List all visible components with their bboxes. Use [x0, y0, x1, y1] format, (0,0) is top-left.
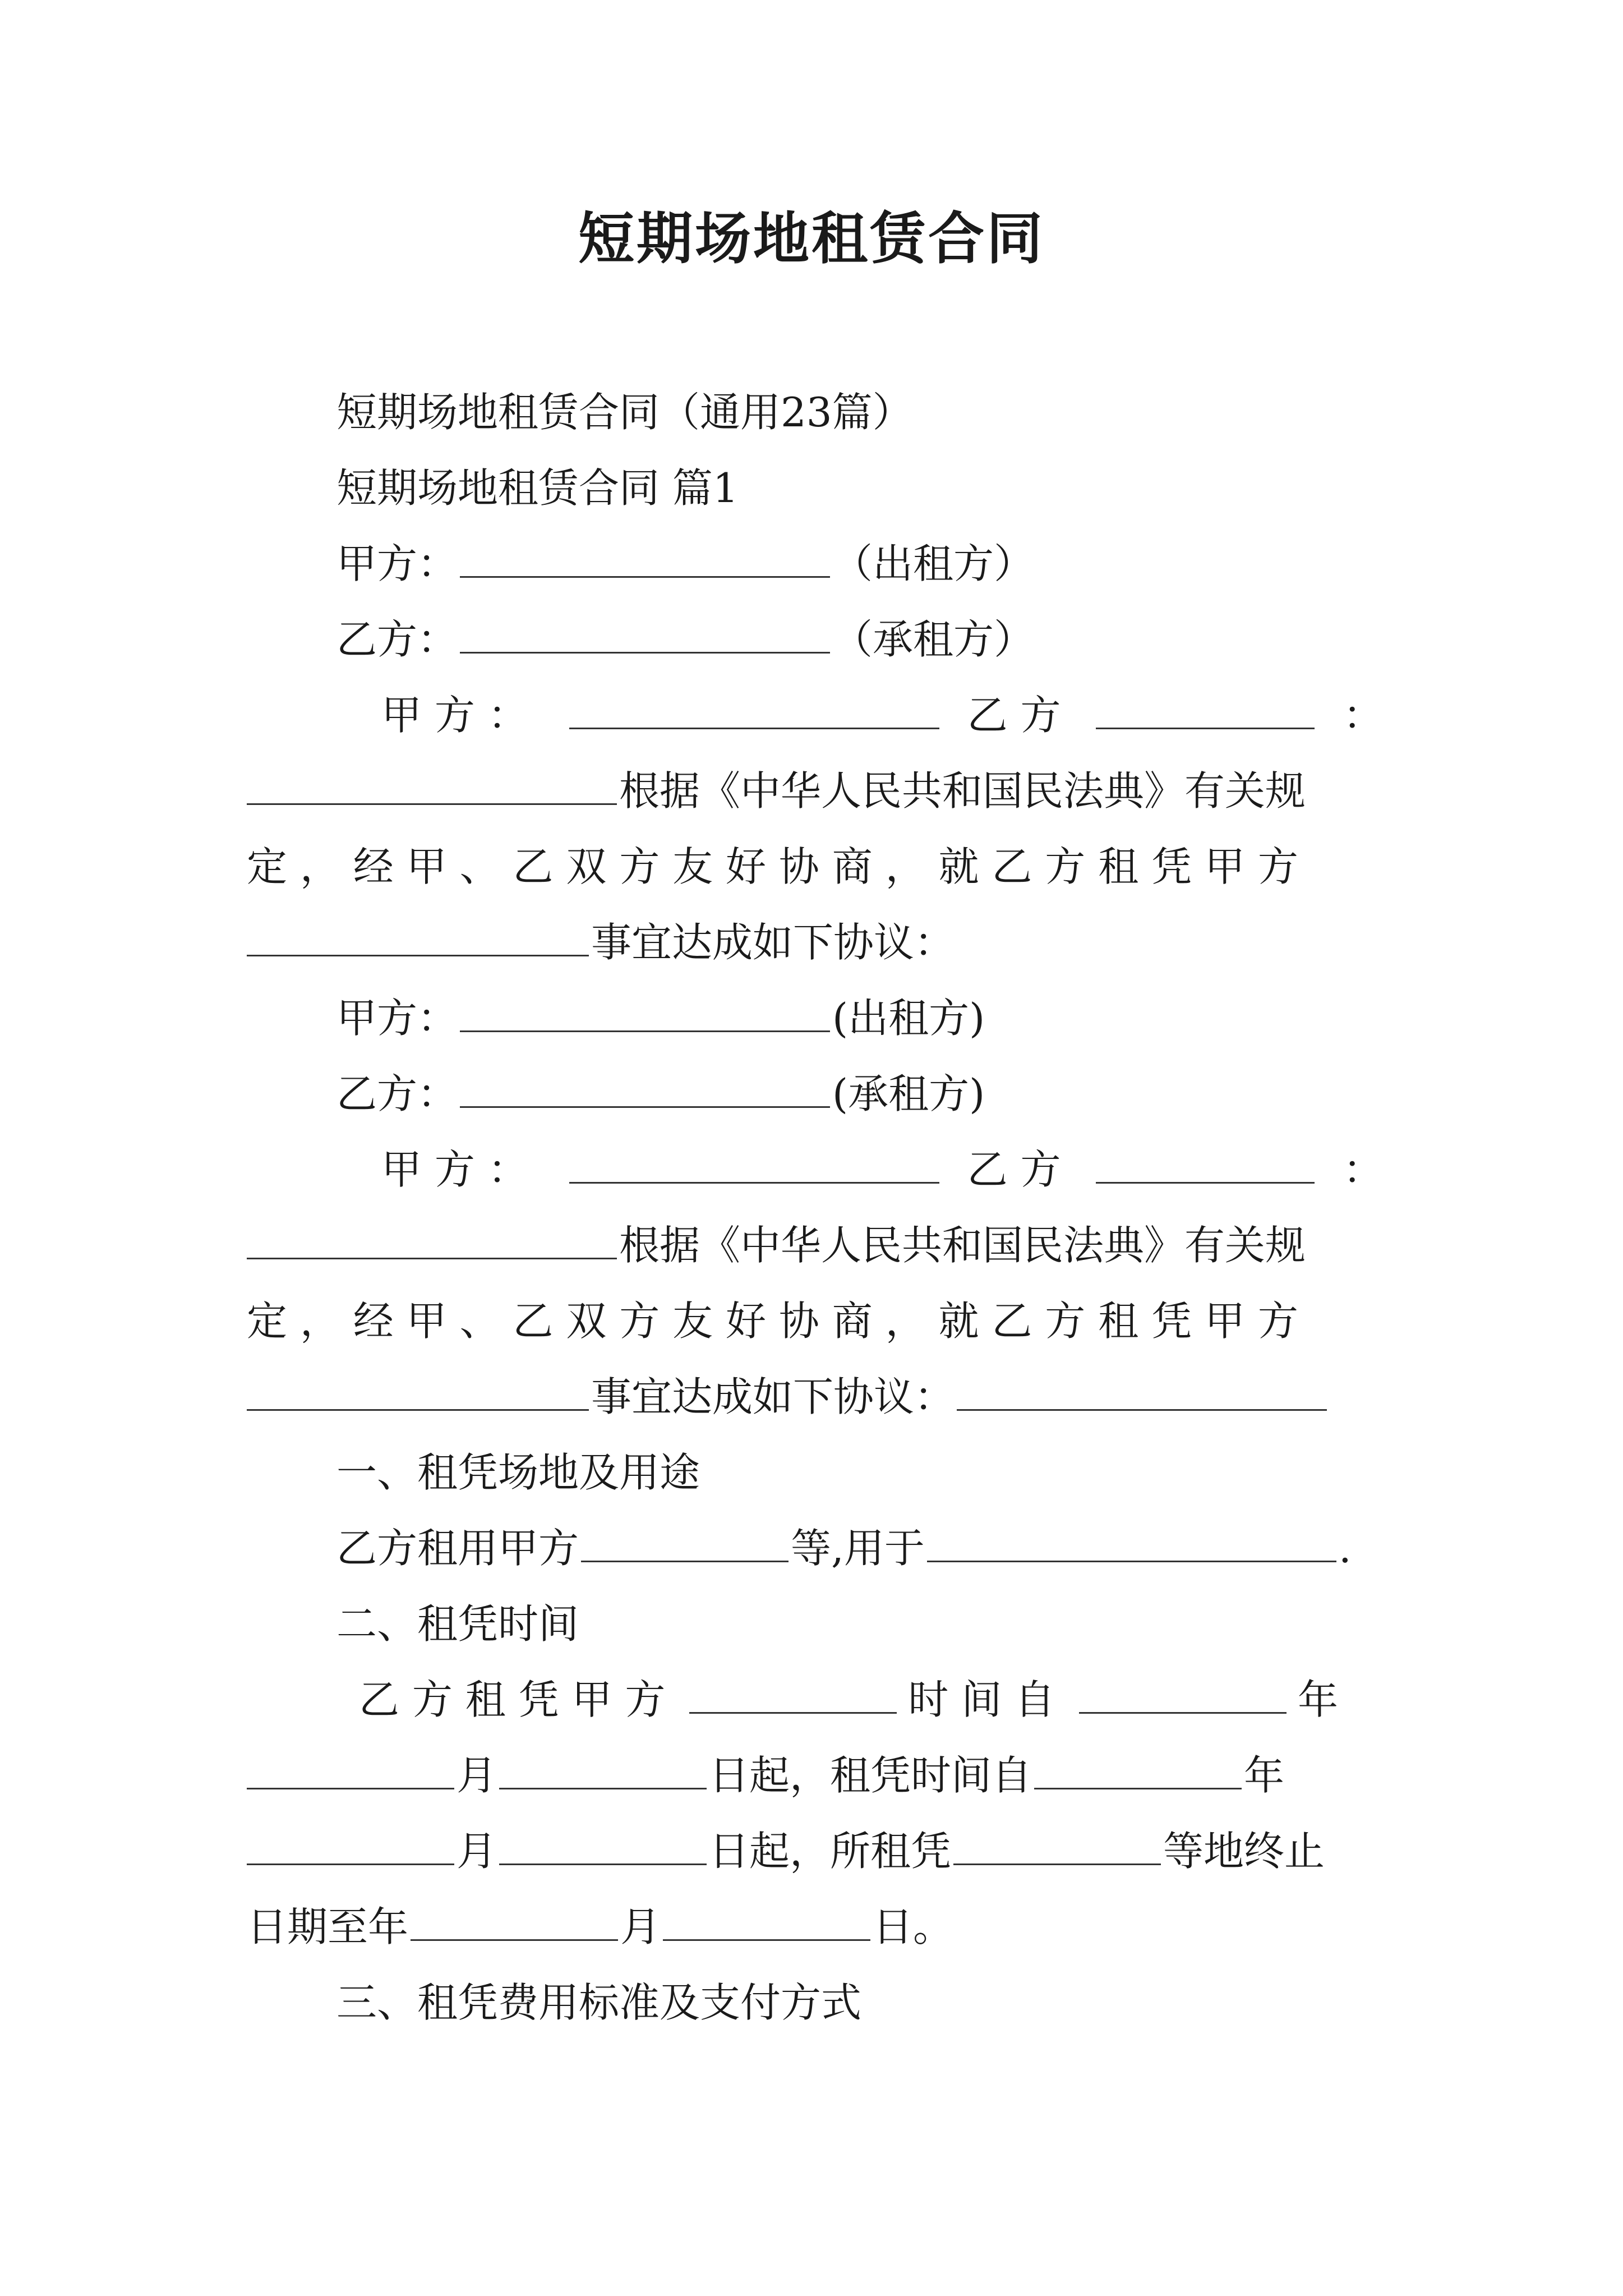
blank-field[interactable] [247, 1863, 454, 1865]
sec2-l2-c: 年 [1244, 1752, 1285, 1799]
sec2-l4-b: 月 [620, 1903, 661, 1950]
intro-line [381, 1139, 1383, 1200]
section-1-text [336, 1517, 1352, 1579]
blank-field[interactable] [499, 1863, 707, 1865]
blank-field[interactable] [1096, 727, 1315, 729]
agreement-text: 事宜达成如下协议： [591, 1373, 955, 1420]
section-2-line-2 [247, 1745, 1284, 1806]
blank-field[interactable] [1034, 1787, 1242, 1789]
blank-field[interactable] [460, 1030, 830, 1032]
sec2-l3-c: 等地终止 [1163, 1828, 1325, 1875]
document-subtitle: 短期场地租赁合同（通用23篇） [336, 389, 913, 436]
party-a-label: 甲方： [336, 995, 458, 1042]
blank-field[interactable] [499, 1787, 707, 1789]
party-b-label: 乙方： [336, 1070, 458, 1117]
party-a-label: 甲方： [336, 540, 458, 587]
blank-field[interactable] [1096, 1181, 1315, 1184]
intro-party-b: 乙 方 [967, 1146, 1061, 1193]
blank-field[interactable] [411, 1939, 618, 1941]
party-a-role: （出租方） [832, 540, 1035, 587]
blank-field[interactable] [247, 1257, 617, 1259]
basis-text: 根据《中华人民共和国民法典》有关规 [619, 1222, 1306, 1269]
intro-party-b: 乙 方 [967, 692, 1061, 739]
party-b-role: (承租方) [832, 1070, 985, 1117]
blank-field[interactable] [663, 1939, 870, 1941]
blank-field[interactable] [957, 1409, 1327, 1411]
sec1-text-b: 等,用于 [791, 1525, 925, 1572]
blank-field[interactable] [460, 576, 830, 578]
blank-field[interactable] [1079, 1711, 1287, 1714]
blank-field[interactable] [927, 1560, 1336, 1562]
blank-field[interactable] [689, 1711, 897, 1714]
blank-field[interactable] [247, 803, 617, 805]
party-b-line [336, 1063, 985, 1125]
consult-line: 定 ， 经 甲 、 乙 双 方 友 好 协 商 ， 就 乙 方 租 凭 甲 方 [247, 843, 1298, 890]
party-a-line [336, 987, 985, 1049]
party-b-label: 乙方： [336, 616, 458, 663]
section-2-line-1 [359, 1669, 1338, 1731]
blank-field[interactable] [460, 651, 830, 654]
section-2-line-3 [247, 1820, 1325, 1882]
sec2-l3-a: 月 [457, 1828, 497, 1875]
section-2-line-4 [247, 1896, 953, 1958]
intro-colon: ： [1343, 692, 1384, 739]
intro-line [381, 684, 1383, 746]
sec2-l1-a: 乙 方 租 凭 甲 方 [359, 1676, 666, 1723]
sec1-text-end: . [1338, 1525, 1352, 1572]
sec2-l1-b: 时 间 自 [908, 1676, 1055, 1723]
agreement-line [247, 912, 955, 973]
blank-field[interactable] [247, 1787, 454, 1789]
consult-line: 定 ， 经 甲 、 乙 双 方 友 好 协 商 ， 就 乙 方 租 凭 甲 方 [247, 1297, 1298, 1345]
agreement-line [247, 1366, 1329, 1428]
section-3-heading: 三、租凭费用标准及支付方式 [336, 1979, 862, 2026]
sec2-l4-a: 日期至年 [247, 1903, 409, 1950]
sec2-l2-a: 月 [457, 1752, 497, 1799]
blank-field[interactable] [953, 1863, 1161, 1865]
party-b-line [336, 609, 1034, 670]
sec1-text-a: 乙方租用甲方 [336, 1525, 579, 1572]
blank-field[interactable] [247, 954, 589, 956]
blank-field[interactable] [581, 1560, 789, 1562]
agreement-text: 事宜达成如下协议： [591, 919, 955, 966]
intro-party-a: 甲 方 ： [381, 692, 528, 739]
party-a-line [336, 533, 1034, 595]
intro-colon: ： [1343, 1146, 1384, 1193]
blank-field[interactable] [460, 1106, 830, 1108]
sec2-l2-b: 日起，租凭时间自 [709, 1752, 1032, 1799]
sec2-l1-c: 年 [1298, 1676, 1339, 1723]
document-title: 短期场地租赁合同 [578, 205, 1045, 272]
section-heading: 短期场地租赁合同 篇1 [336, 464, 739, 512]
sec2-l3-b: 日起，所租凭 [709, 1828, 952, 1875]
section-2-heading: 二、租凭时间 [336, 1600, 579, 1648]
sec2-l4-c: 日。 [873, 1903, 954, 1950]
blank-field[interactable] [569, 1181, 939, 1184]
basis-text: 根据《中华人民共和国民法典》有关规 [619, 767, 1306, 815]
intro-party-a: 甲 方 ： [381, 1146, 528, 1193]
section-1-heading: 一、租凭场地及用途 [336, 1449, 700, 1496]
basis-line [247, 760, 1306, 822]
party-a-role: (出租方) [832, 995, 985, 1042]
party-b-role: （承租方） [832, 616, 1035, 663]
blank-field[interactable] [247, 1409, 589, 1411]
blank-field[interactable] [569, 727, 939, 729]
basis-line [247, 1214, 1306, 1276]
